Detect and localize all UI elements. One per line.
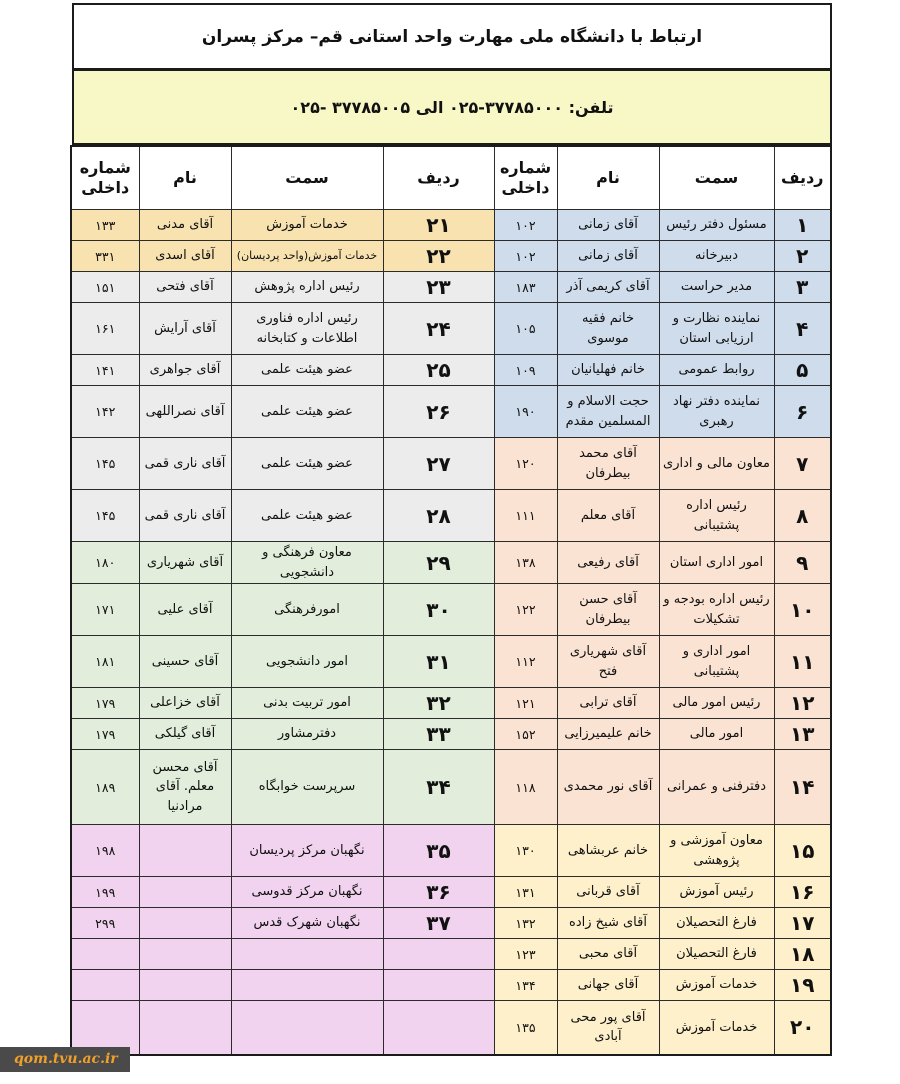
position-cell (231, 1001, 383, 1055)
col-header-ext-left: شماره داخلی (71, 146, 139, 210)
table-row (71, 970, 831, 1001)
row-number-cell: ۳۴ (383, 750, 494, 825)
position-cell: معاون مالی و اداری (659, 438, 774, 490)
row-number-cell: ۲۱ (383, 210, 494, 241)
name-cell (139, 908, 231, 939)
row-number-cell: ۳۵ (383, 825, 494, 877)
extension-cell: ۱۳۵ (494, 1001, 557, 1055)
row-number-cell: ۲۳ (383, 272, 494, 303)
row-number-cell: ۱۴ (774, 750, 831, 825)
name-cell: آقای نصراللهی (139, 386, 231, 438)
row-number-cell: ۲۹ (383, 542, 494, 584)
position-cell: نماینده نظارت و ارزیابی استان (659, 303, 774, 355)
position-cell: امور مالی (659, 719, 774, 750)
position-cell: رئیس اداره بودجه و تشکیلات (659, 584, 774, 636)
name-cell: آقای جهانی (557, 970, 659, 1001)
row-number-cell: ۹ (774, 542, 831, 584)
col-header-radif-right: ردیف (774, 146, 831, 210)
extension-cell: ۱۰۵ (494, 303, 557, 355)
name-cell: آقای آرایش (139, 303, 231, 355)
table-row (71, 438, 831, 490)
extension-cell: ۱۱۱ (494, 490, 557, 542)
name-cell: آقای حسینی (139, 636, 231, 688)
directory-sheet (72, 3, 832, 1056)
name-cell: آقای ناری قمی (139, 490, 231, 542)
position-cell: خدمات آموزش (231, 210, 383, 241)
extension-cell: ۱۳۸ (494, 542, 557, 584)
position-cell: معاون فرهنگی و دانشجویی (231, 542, 383, 584)
table-row (71, 542, 831, 584)
position-cell (231, 970, 383, 1001)
row-number-cell: ۳ (774, 272, 831, 303)
extension-cell: ۲۹۹ (71, 908, 139, 939)
watermark-text: qom.tvu.ac.ir (14, 1051, 118, 1067)
table-row (71, 939, 831, 970)
table-row (71, 490, 831, 542)
extension-cell: ۱۸۳ (494, 272, 557, 303)
position-cell: امورفرهنگی (231, 584, 383, 636)
row-number-cell: ۱۷ (774, 908, 831, 939)
position-cell: رئیس اداره فناوری اطلاعات و کتابخانه (231, 303, 383, 355)
table-row (71, 1001, 831, 1055)
row-number-cell: ۲ (774, 241, 831, 272)
row-number-cell: ۱۱ (774, 636, 831, 688)
extension-cell: ۱۲۰ (494, 438, 557, 490)
extension-cell: ۱۸۹ (71, 750, 139, 825)
extension-cell: ۱۵۱ (71, 272, 139, 303)
row-number-cell: ۱۵ (774, 825, 831, 877)
row-number-cell: ۶ (774, 386, 831, 438)
name-cell: آقای محمد بیطرفان (557, 438, 659, 490)
extension-cell: ۱۳۴ (494, 970, 557, 1001)
name-cell: آقای کریمی آذر (557, 272, 659, 303)
table-row (71, 877, 831, 908)
extension-cell: ۱۷۹ (71, 688, 139, 719)
table-row (71, 584, 831, 636)
name-cell (139, 970, 231, 1001)
col-header-radif-left: ردیف (383, 146, 494, 210)
position-cell: نگهبان مرکز پردیسان (231, 825, 383, 877)
table-row (71, 908, 831, 939)
table-row (71, 241, 831, 272)
row-number-cell: ۱۶ (774, 877, 831, 908)
row-number-cell (383, 939, 494, 970)
extension-cell: ۱۲۲ (494, 584, 557, 636)
extension-cell: ۱۴۲ (71, 386, 139, 438)
extension-cell: ۱۱۲ (494, 636, 557, 688)
table-row (71, 386, 831, 438)
table-row (71, 719, 831, 750)
position-cell: روابط عمومی (659, 355, 774, 386)
name-cell: آقای زمانی (557, 210, 659, 241)
position-cell: امور تربیت بدنی (231, 688, 383, 719)
extension-cell: ۱۴۱ (71, 355, 139, 386)
name-cell: آقای علیی (139, 584, 231, 636)
position-cell: سرپرست خوابگاه (231, 750, 383, 825)
name-cell: خانم عربشاهی (557, 825, 659, 877)
row-number-cell: ۱ (774, 210, 831, 241)
row-number-cell: ۸ (774, 490, 831, 542)
row-number-cell: ۳۷ (383, 908, 494, 939)
extension-cell: ۱۳۲ (494, 908, 557, 939)
extension-cell: ۱۸۰ (71, 542, 139, 584)
name-cell: آقای محسن معلم. آقای مرادنیا (139, 750, 231, 825)
row-number-cell: ۲۰ (774, 1001, 831, 1055)
row-number-cell (383, 1001, 494, 1055)
position-cell: رئیس اداره پشتیبانی (659, 490, 774, 542)
position-cell: امور دانشجویی (231, 636, 383, 688)
position-cell: دفترمشاور (231, 719, 383, 750)
directory-table (70, 145, 832, 1056)
position-cell: عضو هیئت علمی (231, 355, 383, 386)
position-cell: رئیس اداره پژوهش (231, 272, 383, 303)
position-cell: مسئول دفتر رئیس (659, 210, 774, 241)
row-number-cell: ۴ (774, 303, 831, 355)
position-cell: دفترفنی و عمرانی (659, 750, 774, 825)
extension-cell: ۱۹۸ (71, 825, 139, 877)
row-number-cell: ۵ (774, 355, 831, 386)
name-cell: آقای اسدی (139, 241, 231, 272)
row-number-cell: ۳۳ (383, 719, 494, 750)
position-cell: رئیس امور مالی (659, 688, 774, 719)
page-title-text: ارتباط با دانشگاه ملی مهارت واحد استانی قم– مرکز پسران (201, 26, 703, 47)
name-cell: خانم فقیه موسوی (557, 303, 659, 355)
position-cell: عضو هیئت علمی (231, 438, 383, 490)
name-cell: آقای شهریاری فتح (557, 636, 659, 688)
row-number-cell: ۱۳ (774, 719, 831, 750)
position-cell: دبیرخانه (659, 241, 774, 272)
row-number-cell: ۱۹ (774, 970, 831, 1001)
name-cell: آقای محبی (557, 939, 659, 970)
table-row (71, 750, 831, 825)
extension-cell: ۱۳۳ (71, 210, 139, 241)
position-cell: معاون آموزشی و پژوهشی (659, 825, 774, 877)
row-number-cell: ۳۲ (383, 688, 494, 719)
header-row (71, 146, 831, 210)
name-cell: آقای زمانی (557, 241, 659, 272)
table-row (71, 825, 831, 877)
extension-cell: ۱۴۵ (71, 490, 139, 542)
row-number-cell: ۳۱ (383, 636, 494, 688)
name-cell: آقای حسن بیطرفان (557, 584, 659, 636)
position-cell: نماینده دفتر نهاد رهبری (659, 386, 774, 438)
name-cell: آقای جواهری (139, 355, 231, 386)
col-header-name-left: نام (139, 146, 231, 210)
position-cell: رئیس آموزش (659, 877, 774, 908)
extension-cell: ۱۷۱ (71, 584, 139, 636)
name-cell: حجت الاسلام و المسلمین مقدم (557, 386, 659, 438)
position-cell: مدیر حراست (659, 272, 774, 303)
name-cell: آقای پور محی آبادی (557, 1001, 659, 1055)
extension-cell (71, 939, 139, 970)
name-cell (139, 939, 231, 970)
phone-banner (72, 70, 832, 145)
row-number-cell: ۱۸ (774, 939, 831, 970)
extension-cell: ۱۳۱ (494, 877, 557, 908)
extension-cell: ۱۰۲ (494, 210, 557, 241)
extension-cell (71, 970, 139, 1001)
extension-cell: ۱۲۳ (494, 939, 557, 970)
extension-cell: ۱۵۲ (494, 719, 557, 750)
extension-cell: ۱۷۹ (71, 719, 139, 750)
position-cell: خدمات آموزش (659, 970, 774, 1001)
name-cell: آقای خزاعلی (139, 688, 231, 719)
phone-line-text: تلفن: ۳۷۷۸۵۰۰۰-۰۲۵ الی ۳۷۷۸۵۰۰۵ -۰۲۵ (290, 97, 614, 117)
name-cell: آقای فتحی (139, 272, 231, 303)
extension-cell: ۱۳۰ (494, 825, 557, 877)
table-row (71, 636, 831, 688)
position-cell: امور اداری استان (659, 542, 774, 584)
extension-cell: ۱۱۸ (494, 750, 557, 825)
name-cell: آقای مدنی (139, 210, 231, 241)
name-cell: خانم علیمیرزایی (557, 719, 659, 750)
table-row (71, 355, 831, 386)
row-number-cell: ۳۶ (383, 877, 494, 908)
extension-cell: ۳۳۱ (71, 241, 139, 272)
row-number-cell: ۲۴ (383, 303, 494, 355)
col-header-semat-left: سمت (231, 146, 383, 210)
extension-cell: ۱۲۱ (494, 688, 557, 719)
table-row (71, 688, 831, 719)
watermark-url (0, 1047, 130, 1072)
row-number-cell: ۲۸ (383, 490, 494, 542)
row-number-cell: ۱۲ (774, 688, 831, 719)
extension-cell: ۱۸۱ (71, 636, 139, 688)
name-cell: آقای رفیعی (557, 542, 659, 584)
position-cell (231, 939, 383, 970)
position-cell: فارغ التحصیلان (659, 939, 774, 970)
col-header-name-right: نام (557, 146, 659, 210)
row-number-cell: ۲۲ (383, 241, 494, 272)
table-row (71, 303, 831, 355)
extension-cell: ۱۴۵ (71, 438, 139, 490)
table-row (71, 210, 831, 241)
position-cell: خدمات آموزش(واحد پردیسان) (231, 241, 383, 272)
name-cell: آقای شیخ زاده (557, 908, 659, 939)
name-cell (139, 1001, 231, 1055)
table-row (71, 272, 831, 303)
position-cell: امور اداری و پشتیبانی (659, 636, 774, 688)
extension-cell: ۱۰۲ (494, 241, 557, 272)
position-cell: فارغ التحصیلان (659, 908, 774, 939)
position-cell: عضو هیئت علمی (231, 386, 383, 438)
name-cell: آقای نور محمدی (557, 750, 659, 825)
row-number-cell: ۷ (774, 438, 831, 490)
row-number-cell: ۳۰ (383, 584, 494, 636)
position-cell: عضو هیئت علمی (231, 490, 383, 542)
name-cell: آقای ترابی (557, 688, 659, 719)
col-header-ext-right: شماره داخلی (494, 146, 557, 210)
col-header-semat-right: سمت (659, 146, 774, 210)
extension-cell: ۱۹۹ (71, 877, 139, 908)
page-title (72, 3, 832, 70)
row-number-cell: ۱۰ (774, 584, 831, 636)
name-cell: آقای قربانی (557, 877, 659, 908)
row-number-cell: ۲۵ (383, 355, 494, 386)
name-cell (139, 825, 231, 877)
position-cell: نگهبان مرکز قدوسی (231, 877, 383, 908)
position-cell: خدمات آموزش (659, 1001, 774, 1055)
row-number-cell: ۲۷ (383, 438, 494, 490)
row-number-cell (383, 970, 494, 1001)
name-cell: آقای شهریاری (139, 542, 231, 584)
row-number-cell: ۲۶ (383, 386, 494, 438)
name-cell (139, 877, 231, 908)
position-cell: نگهبان شهرک قدس (231, 908, 383, 939)
extension-cell: ۱۶۱ (71, 303, 139, 355)
extension-cell: ۱۹۰ (494, 386, 557, 438)
extension-cell: ۱۰۹ (494, 355, 557, 386)
name-cell: آقای معلم (557, 490, 659, 542)
name-cell: خانم فهلیانیان (557, 355, 659, 386)
name-cell: آقای ناری قمی (139, 438, 231, 490)
name-cell: آقای گیلکی (139, 719, 231, 750)
